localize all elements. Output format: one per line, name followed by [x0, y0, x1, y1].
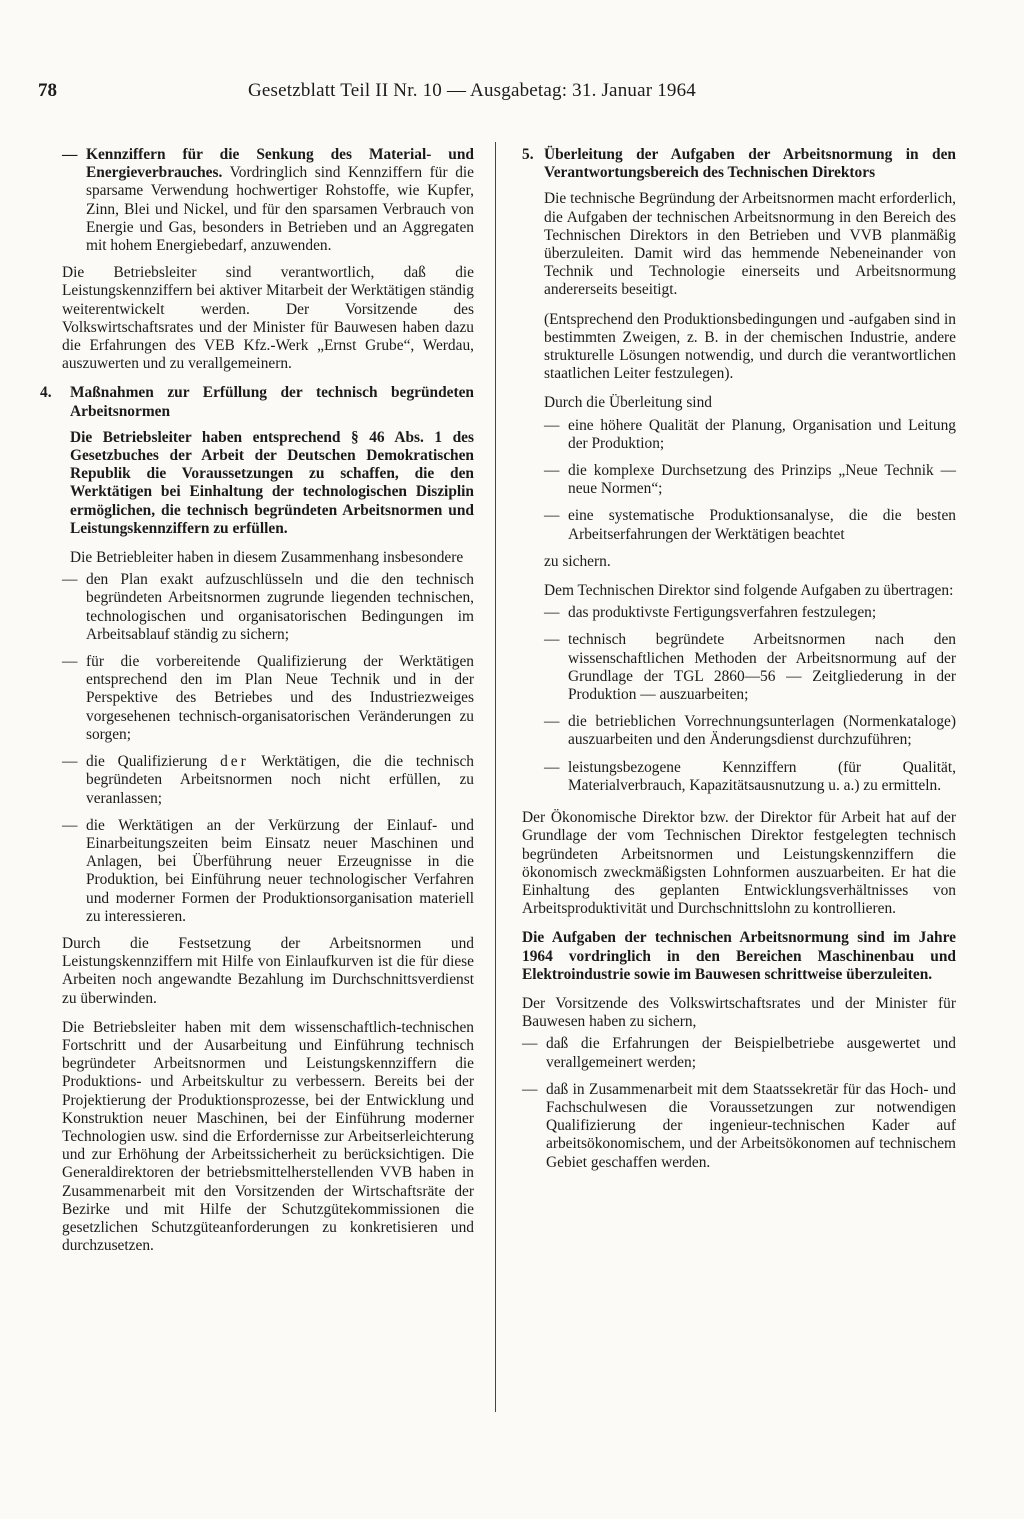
list-item	[544, 462, 956, 498]
section-4-bold-paragraph: Die Betriebsleiter haben entsprechend § 46 Abs. 1 des Gesetzbuches der Arbeit der Deutschen Demokratischen Republik die Voraussetzungen zu schaffen, die den Werktätigen bei Einhaltung der technologischen Disziplin ermöglichen, die technisch begründeten Arbeitsnormen und Leistungskennziffern zu erfüllen.	[70, 428, 474, 537]
list-item-text: die Werktätigen an der Verkürzung der Einlauf- und Einarbeitungszeiten beim Einsatz neuer Maschinen und Anlagen, bei Überführung neuer Erzeugnisse in die Produktion, bei Einführung neuer technologischer Verfahren und moderner Formen der Produktionsorganisation materiell zu interessieren.	[86, 816, 474, 925]
list-dash: —	[544, 462, 560, 480]
list-item	[544, 631, 956, 704]
list-item-text: leistungsbezogene Kennziffern (für Qualität, Materialverbrauch, Kapazitätsausnutzung u. a.) zu ermitteln.	[568, 758, 956, 794]
bold-paragraph: Die Aufgaben der technischen Arbeitsnormung sind im Jahre 1964 vordringlich in den Bereichen Maschinenbau und Elektroindustrie sowie im Bauwesen schrittweise überzuleiten.	[522, 929, 956, 983]
page-number: 78	[38, 80, 57, 101]
paragraph-betriebsleiter: Die Betriebsleiter sind verantwortlich, daß die Leistungskennziffern bei aktiver Mitarbeit der Werktätigen ständig weiterentwickelt werden. Der Vorsitzende des Volkswirtschaftsrates und der Minister für Bauwesen haben dazu die Erfahrungen des VEB Kfz.-Werk „Ernst Grube“, Werdau, auszuwerten und zu verallgemeinern.	[62, 264, 474, 373]
page-header	[0, 80, 1024, 110]
list-item	[544, 713, 956, 749]
list-dash: —	[62, 653, 78, 671]
list-dash: —	[62, 753, 78, 771]
list-item	[62, 571, 474, 644]
list-dash: —	[62, 816, 78, 834]
item-bold-lead: Kennziffern für die Senkung des Material- und Energieverbrauches.	[86, 146, 474, 182]
list-item-text: daß die Erfahrungen der Beispielbetriebe ausgewertet und verallgemeinert werden;	[546, 1035, 956, 1071]
list-item-text: das produktivste Fertigungsverfahren festzulegen;	[568, 604, 877, 622]
list-dash: —	[544, 604, 560, 622]
paragraph: Der Vorsitzende des Volkswirtschaftsrates und der Minister für Bauwesen haben zu sichern,	[522, 994, 956, 1031]
section-number: 5.	[522, 146, 534, 163]
list-dash: —	[522, 1080, 538, 1098]
list-item-text: die komplexe Durchsetzung des Prinzips „Neue Technik — neue Normen“;	[568, 462, 956, 498]
section-5-heading	[522, 146, 956, 182]
list-item-text: die Qualifizierung	[86, 753, 208, 771]
paragraph: zu sichern.	[544, 552, 611, 570]
list-dash: —	[62, 146, 78, 163]
list-dash: —	[62, 571, 78, 589]
list-dash: —	[544, 758, 560, 776]
section-number: 4.	[40, 384, 52, 402]
list-item-text: daß in Zusammenarbeit mit dem Staatssekretär für das Hoch- und Fachschulwesen die Voraussetzungen zur notwendigen Qualifizierung der ingenieur-technischen Kader auf arbeitsökonomischem, und der Arbeitsökonomen auf technischem Gebiet geschaffen werden.	[546, 1080, 956, 1171]
list-dash: —	[544, 416, 560, 434]
list-item	[62, 653, 474, 744]
paragraph: Die technische Begründung der Arbeitsnormen macht erforderlich, die Aufgaben der technischen Arbeitsnormung in den Bereich des Technischen Direktors in den Betrieben und VVB planmäßig überzuleiten. Damit wird das hemmende Nebeneinander von Technik und Technologie einerseits und Arbeitsnormung andererseits beseitigt.	[544, 190, 956, 299]
list-item-text: die betrieblichen Vorrechnungsunterlagen (Normenkataloge) auszuarbeiten und den Änderungsdienst durchzuführen;	[568, 713, 956, 749]
column-divider	[495, 142, 496, 1412]
section-4-intro: Die Betriebleiter haben in diesem Zusammenhang insbesondere	[70, 549, 464, 567]
section-4-heading	[40, 384, 474, 420]
running-title: Gesetzblatt Teil II Nr. 10 — Ausgabetag: 31. Januar 1964	[248, 80, 697, 101]
section-title: Überleitung der Aufgaben der Arbeitsnormung in den Verantwortungsbereich des Technischen Direktors	[544, 146, 956, 182]
spaced-word: der	[220, 753, 249, 771]
list-item-text: technisch begründete Arbeitsnormen nach den wissenschaftlichen Methoden der Arbeitsnormung auf der Grundlage der TGL 2860—56 — Zeitgliederung in der Produktion — auszuarbeiten;	[568, 631, 956, 704]
list-item	[62, 817, 474, 926]
paragraph-festsetzung: Durch die Festsetzung der Arbeitsnormen und Leistungskennziffern mit Hilfe von Einlaufkurven ist die für diese Arbeiten noch angewandte Bezahlung im Durchschnittsverdienst zu überwinden.	[62, 934, 474, 1007]
section-title: Maßnahmen zur Erfüllung der technisch begründeten Arbeitsnormen	[70, 384, 474, 420]
right-column	[522, 146, 956, 1181]
list-item-text: für die vorbereitende Qualifizierung der Werktätigen entsprechend den im Plan Neue Technik und in der Perspektive des Betriebes und des Industriezweiges vorgesehenen technisch-organisatorischen Veränderungen zu sorgen;	[86, 653, 474, 743]
list-item-text-rest: Werktätigen, die die technisch begründeten Arbeitsnormen noch nicht erfüllen, zu veranlassen;	[86, 753, 474, 807]
list-item-text: den Plan exakt aufzuschlüsseln und die den technisch begründeten Arbeitsnormen zugrunde liegenden technischen, technologischen und organisatorischen Bedingungen im Arbeitsablauf ständig zu sichern;	[86, 571, 474, 643]
section-5-body	[522, 190, 956, 795]
item-text: Vordringlich sind Kennziffern für die sparsame Verwendung hochwertiger Rohstoffe, wie Kupfer, Zinn, Blei und Nickel, und für den sparsamen Verbrauch von Energie und Gas, besonders in Betrieben und an Aggregaten mit hohem Energiebedarf, anzuwenden.	[86, 164, 474, 255]
list-dash: —	[544, 713, 560, 731]
list-item	[62, 753, 474, 808]
list-item-kennziffern	[62, 146, 474, 255]
paragraph: (Entsprechend den Produktionsbedingungen und -aufgaben sind in bestimmten Zweigen, z. B. in der chemischen Industrie, andere strukturelle Lösungen notwendig, und durch die verantwortlichen staatlichen Leiter festzulegen).	[544, 310, 956, 383]
list-item-text: eine höhere Qualität der Planung, Organisation und Leitung der Produktion;	[568, 416, 956, 452]
list-dash: —	[544, 507, 560, 525]
paragraph-oekonomischer-direktor: Der Ökonomische Direktor bzw. der Direktor für Arbeit hat auf der Grundlage der vom Technischen Direktor festgelegten technisch begründeten Arbeitsnormen und Leistungskennziffern die ökonomisch zweckmäßigsten Lohnformen auszuarbeiten. Er hat die Einhaltung des geplanten Entwicklungsverhältnisses von Arbeitsproduktivität und Durchschnittslohn zu kontrollieren.	[522, 809, 956, 918]
list-item	[544, 417, 956, 453]
paragraph: Dem Technischen Direktor sind folgende Aufgaben zu übertragen:	[544, 582, 954, 600]
paragraph-fortschritt: Die Betriebsleiter haben mit dem wissenschaftlich-technischen Fortschritt und der Ausarbeitung und Einführung technisch begründeter Arbeitsnormen und Leistungskennziffern die Produktions- und Arbeitskultur zu verbessern. Bereits bei der Projektierung der Produktionsprozesse, bei der Entwicklung und Konstruktion neuer Maschinen, bei der Einführung moderner Technologien usw. sind die Erfordernisse zur Arbeitserleichterung und zur Erhöhung der Arbeitssicherheit zu berücksichtigen. Die Generaldirektoren der betriebsmittelherstellenden VVB haben in Zusammenarbeit mit den Vorsitzenden der Wirtschaftsräte der Bezirke und mit Hilfe der Schutzgütekommissionen die gesetzlichen Schutzgüteanforderungen zu konkretisieren und durchzusetzen.	[62, 1018, 474, 1255]
list-item-text: eine systematische Produktionsanalyse, die die besten Arbeitserfahrungen der Werktätigen beachtet	[568, 507, 956, 543]
paragraph: Durch die Überleitung sind	[544, 394, 712, 412]
list-item	[544, 604, 956, 622]
list-dash: —	[544, 631, 560, 649]
list-item	[544, 507, 956, 543]
left-column	[40, 146, 474, 1266]
list-item	[522, 1081, 956, 1172]
list-item	[544, 759, 956, 795]
list-dash: —	[522, 1035, 538, 1053]
list-item	[522, 1035, 956, 1071]
